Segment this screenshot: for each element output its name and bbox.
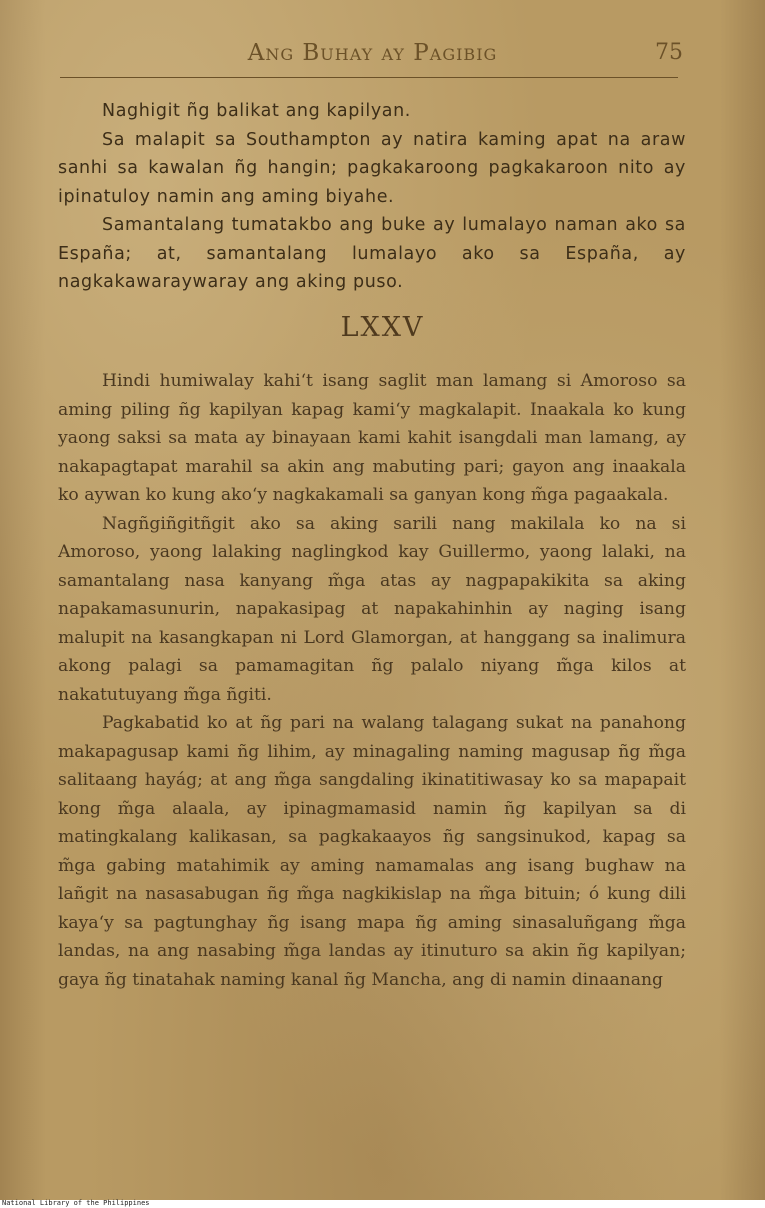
paragraph: Pagkabatid ko at ñg pari na walang talagang sukat na panahong makapagusap kami ñg lihim, ay minagaling naming magusap ñg m̃ga salitaang hayág; at ang m̃ga sangdaling ikinatitiwasay ko sa mapapait kong m̃ga alaala, ay ipinagmamasid namin ñg kapilyan sa di matingkalang kalikasan, sa pagkakaayos ñg sangsinukod, kapag sa m̃ga gabing matahimik ay aming namamalas ang isang bughaw na lañgit na nasasabugan ñg m̃ga nagkikislap na m̃ga bituin; ó kung dili kaya‘y sa pagtunghay ñg isang mapa ñg aming sinasaluñgang m̃ga landas, na ang nasabing m̃ga landas ay itinuturo sa akin ñg kapilyan; gaya ñg tinatahak naming kanal ñg Mancha, ang di namin dinaanang	[58, 713, 686, 990]
running-head	[60, 38, 685, 70]
page-number: 75	[655, 40, 683, 65]
opening-text	[58, 97, 686, 297]
chapter-body	[58, 367, 686, 994]
paragraph: Naghigit ñg balikat ang kapilyan.	[102, 101, 411, 121]
header-rule	[60, 77, 678, 78]
paragraph: Nagñgiñgitñgit ako sa aking sarili nang makilala ko na si Amoroso, yaong lalaking naglingkod kay Guillermo, yaong lalaki, na samantalang nasa kanyang m̃ga atas ay nagpapakikita sa aking napakamasunurin, napakasipag at napakahinhin ay naging isang malupit na kasangkapan ni Lord Glamorgan, at hanggang sa inalimura akong palagi sa pamamagitan ñg palalo niyang m̃ga kilos at nakatutuyang m̃ga ñgiti.	[58, 513, 686, 705]
library-credit: National Library of the Philippines	[2, 1199, 150, 1207]
running-title: Ang Buhay ay Pagibig	[247, 40, 498, 66]
paragraph: Hindi humiwalay kahi‘t isang saglit man lamang si Amoroso sa aming piling ñg kapilyan kapag kami‘y magkalapit. Inaakala ko kung yaong saksi sa mata ay binayaan kami kahit isangdali man lamang, ay nakapagtapat marahil sa akin ang mabuting pari; gayon ang inaakala ko aywan ko kung ako‘y nagkakamali sa ganyan kong m̃ga pagaakala.	[58, 371, 686, 505]
paragraph: Sa malapit sa Southampton ay natira kaming apat na araw sanhi sa kawalan ñg hangin; pagkakaroong pagkakaroon nito ay ipinatuloy namin ang aming biyahe.	[58, 129, 686, 207]
chapter-heading: LXXV	[340, 312, 425, 343]
paragraph: Samantalang tumatakbo ang buke ay lumalayo naman ako sa España; at, samantalang lumalayo ako sa España, ay nagkakawaraywaray ang aking puso.	[58, 215, 686, 292]
